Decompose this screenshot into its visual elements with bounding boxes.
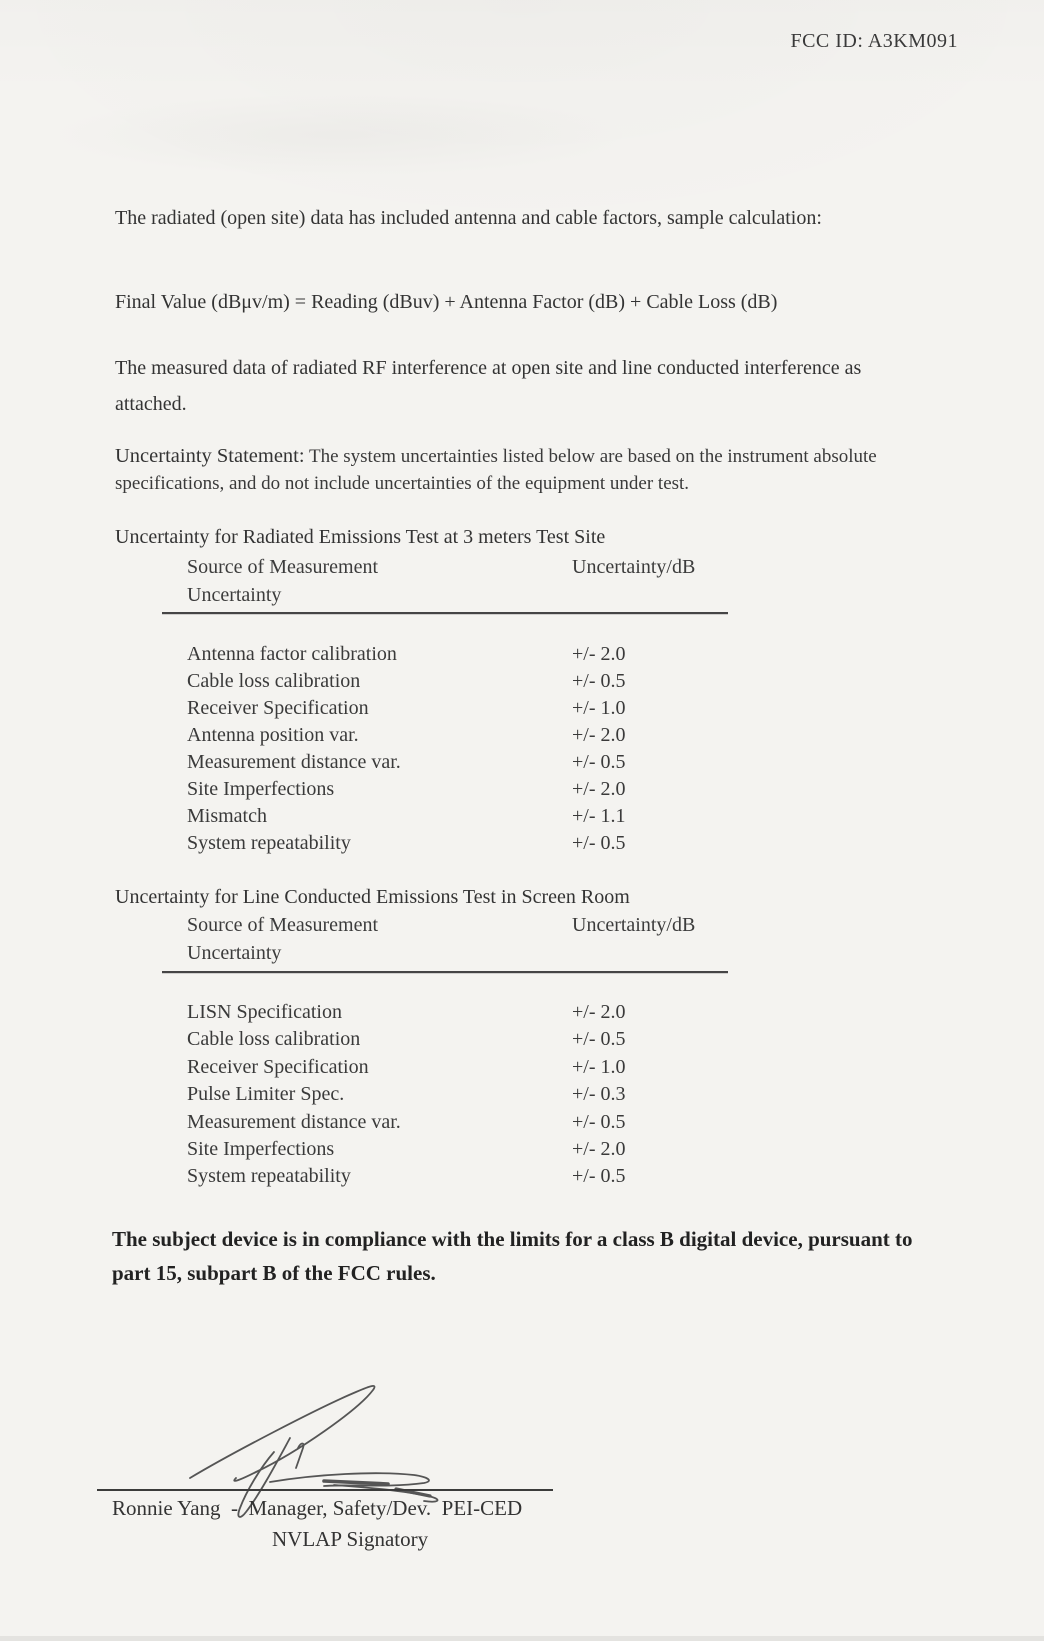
signature-line	[97, 1489, 553, 1491]
uncertainty-value: +/- 2.0	[572, 643, 626, 665]
intro-paragraph: The radiated (open site) data has included antenna and cable factors, sample calculation:	[115, 207, 822, 229]
radiated-col2-header: Uncertainty/dB	[572, 556, 696, 578]
table-row	[187, 1081, 747, 1108]
table-row	[187, 803, 747, 830]
uncertainty-source: Site Imperfections	[187, 1137, 335, 1160]
uncertainty-source: Mismatch	[187, 805, 267, 827]
uncertainty-source: System repeatability	[187, 1165, 351, 1188]
radiated-uncertainty-table	[187, 641, 747, 857]
uncertainty-source: Antenna position var.	[187, 724, 359, 746]
signatory-role: NVLAP Signatory	[272, 1527, 429, 1551]
radiated-table-title: Uncertainty for Radiated Emissions Test at 3 meters Test Site	[115, 526, 606, 548]
uncertainty-value: +/- 0.5	[572, 670, 626, 692]
signatory-name-title: Ronnie Yang - Manager, Safety/Dev. PEI-CED	[112, 1496, 523, 1520]
table-row	[187, 695, 747, 722]
table-row	[187, 722, 747, 749]
uncertainty-value: +/- 1.0	[572, 697, 626, 719]
uncertainty-source: Measurement distance var.	[187, 751, 401, 773]
table-row	[187, 749, 747, 776]
table-row	[187, 1026, 747, 1053]
table-row	[187, 999, 747, 1026]
uncertainty-value: +/- 2.0	[572, 1137, 626, 1160]
uncertainty-value: +/- 0.5	[572, 751, 626, 773]
uncertainty-statement-body: The system uncertainties listed below are based on the instrument absolute specifications, and do not include uncertainties of the equipment under test.	[115, 446, 877, 494]
uncertainty-source: Receiver Specification	[187, 1055, 369, 1078]
uncertainty-source: Cable loss calibration	[187, 670, 361, 692]
uncertainty-statement	[115, 443, 950, 497]
sample-calculation-formula: Final Value (dBμv/m) = Reading (dBuv) + Antenna Factor (dB) + Cable Loss (dB)	[115, 291, 778, 313]
table-row	[187, 1163, 747, 1190]
uncertainty-value: +/- 2.0	[572, 1001, 626, 1023]
uncertainty-value: +/- 1.0	[572, 1055, 626, 1078]
conducted-col1-header: Source of Measurement	[187, 914, 379, 936]
uncertainty-statement-label: Uncertainty Statement:	[115, 445, 305, 467]
table-row	[187, 776, 747, 803]
table-row	[187, 641, 747, 668]
conducted-col2-header: Uncertainty/dB	[572, 914, 696, 936]
compliance-statement: The subject device is in compliance with the limits for a class B digital device, pursuant to part 15, subpart B of the FCC rules.	[112, 1227, 913, 1285]
uncertainty-source: Antenna factor calibration	[187, 643, 397, 665]
conducted-table-title: Uncertainty for Line Conducted Emissions Test in Screen Room	[115, 886, 630, 908]
fcc-id-label: FCC ID: A3KM091	[790, 30, 958, 52]
uncertainty-value: +/- 0.5	[572, 1110, 626, 1133]
table-row	[187, 668, 747, 695]
uncertainty-value: +/- 0.5	[572, 1165, 626, 1188]
uncertainty-source: Measurement distance var.	[187, 1110, 401, 1133]
table-row	[187, 830, 747, 857]
table-row	[187, 1054, 747, 1081]
uncertainty-value: +/- 0.3	[572, 1083, 626, 1106]
uncertainty-value: +/- 2.0	[572, 724, 626, 746]
uncertainty-source: Cable loss calibration	[187, 1028, 361, 1051]
table-divider-rule	[162, 971, 728, 973]
conducted-col1-header-line2: Uncertainty	[187, 942, 282, 964]
uncertainty-value: +/- 1.1	[572, 805, 626, 827]
uncertainty-value: +/- 0.5	[572, 832, 626, 854]
table-row	[187, 1109, 747, 1136]
uncertainty-source: System repeatability	[187, 832, 351, 854]
radiated-col1-header: Source of Measurement	[187, 556, 379, 578]
radiated-col1-header-line2: Uncertainty	[187, 584, 282, 606]
uncertainty-source: Receiver Specification	[187, 697, 369, 719]
table-row	[187, 1136, 747, 1163]
uncertainty-source: LISN Specification	[187, 1001, 342, 1023]
measured-data-paragraph: The measured data of radiated RF interference at open site and line conducted interference as attached.	[115, 357, 862, 415]
uncertainty-value: +/- 0.5	[572, 1028, 626, 1051]
conducted-uncertainty-table	[187, 999, 747, 1191]
table-divider-rule	[162, 612, 728, 614]
uncertainty-source: Pulse Limiter Spec.	[187, 1083, 345, 1106]
uncertainty-source: Site Imperfections	[187, 778, 335, 800]
uncertainty-value: +/- 2.0	[572, 778, 626, 800]
scan-edge-artifact	[0, 1636, 1044, 1641]
